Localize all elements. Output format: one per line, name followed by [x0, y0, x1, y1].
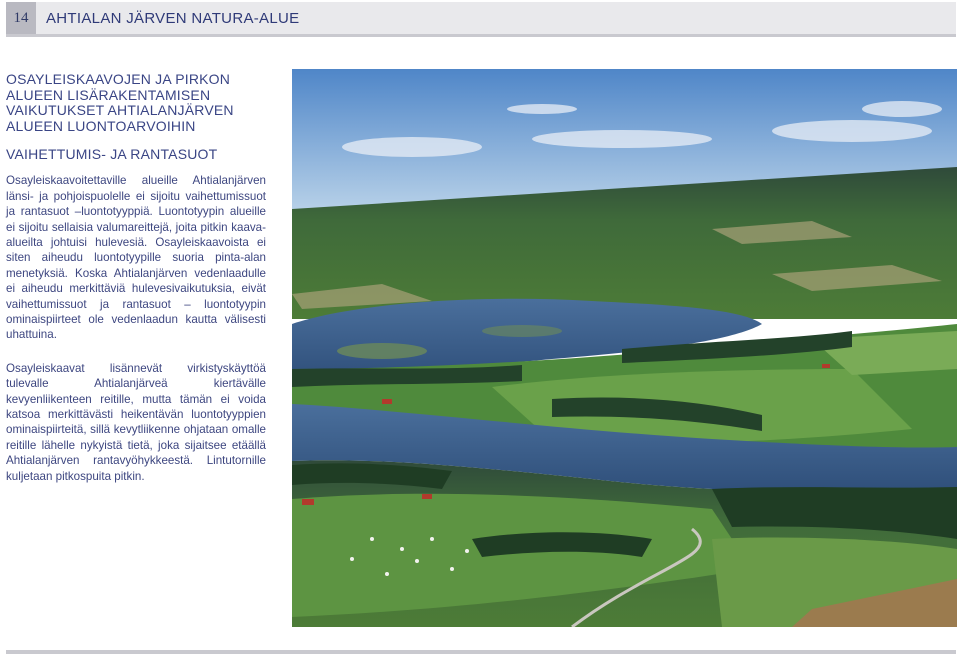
footer-rule	[6, 650, 956, 654]
body-paragraph-2: Osayleiskaavat lisännevät virkistyskäyttöä tulevalle Ahtialanjärveä kiertävälle kevyenliikenteen reitille, mutta tämän ei voida katsoa merkittävästi heikentävän luontotyyppien ominaispiirteitä, sillä kevytliikenne ohjataan omalle reitille lähelle nykyistä tietä, joka sijaitsee etäällä Ahtialanjärven rantavyöhykkeestä. Lintutornille kuljetaan pitkospuita pitkin.	[6, 361, 266, 483]
page-header	[6, 2, 956, 37]
page-number: 14	[6, 2, 36, 34]
aerial-lake-illustration	[292, 69, 957, 627]
section-title: OSAYLEISKAAVOJEN JA PIRKON ALUEEN LISÄRAKENTAMISEN VAIKUTUKSET AHTIALANJÄRVEN ALUEEN LUONTOARVOIHIN	[6, 71, 234, 134]
body-paragraph-1: Osayleiskaavoitettaville alueille Ahtialanjärven länsi- ja pohjoispuolelle ei sijoitu vaihettumissuot ja rantasuot –luontotyyppiä. Luontotyypin alueille ei sijoitu sellaisia valumareittejä, joita pitkin kaava-alueilta johtuisi hulevesiä. Osayleiskaavoista ei siten aiheudu luontotyypille suoria pinta-alan menetyksiä. Koska Ahtialanjärven vedenlaadulle ei aiheudu merkittäviä hulevesivaikutuksia, eivät vaihettumissuot ja rantasuot – luontotyypin ominaispiirteet ole vedenlaadun kautta välisesti uhattuina.	[6, 174, 266, 342]
header-title: AHTIALAN JÄRVEN NATURA-ALUE	[46, 10, 300, 27]
aerial-lake-photo	[292, 69, 957, 627]
subsection-title: VAIHETTUMIS- JA RANTASUOT	[6, 146, 218, 163]
text-column	[6, 72, 266, 484]
